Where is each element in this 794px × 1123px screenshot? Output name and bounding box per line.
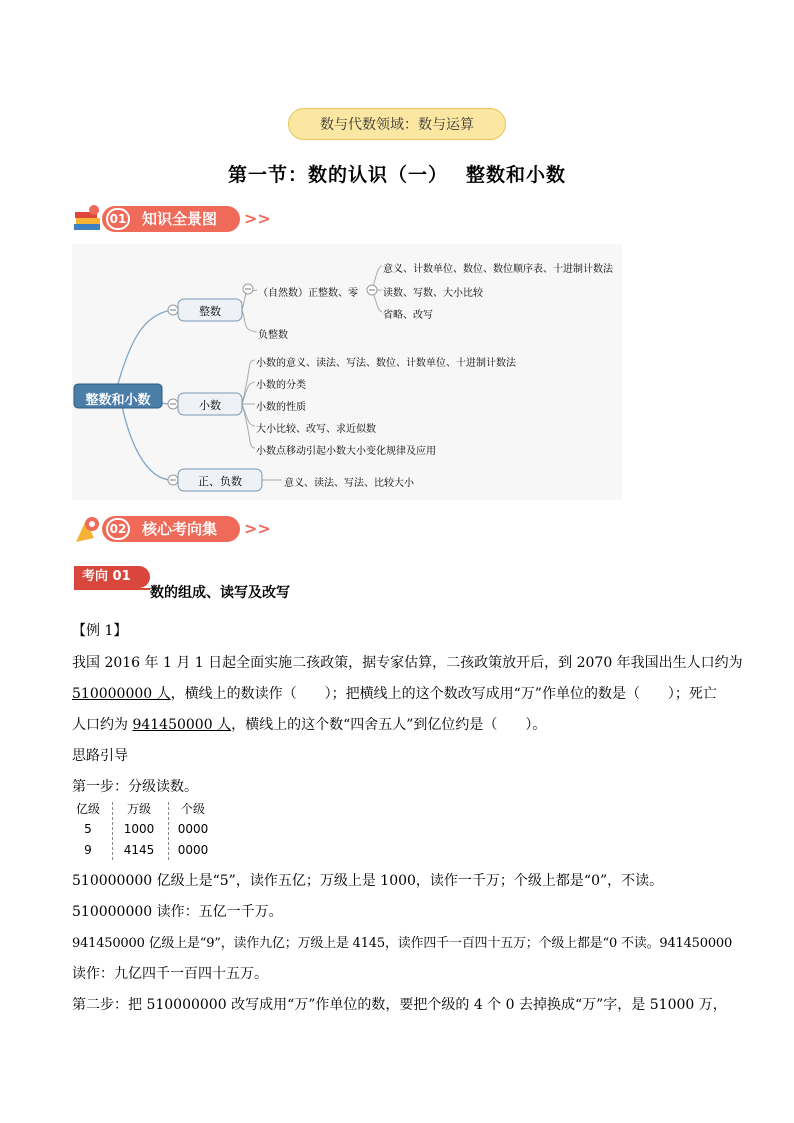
- table-cell: 0000: [177, 843, 209, 857]
- mind-map-root: 整数和小数: [85, 393, 151, 408]
- explanation-line: 510000000 亿级上是“5”，读作五亿；万级上是 1000，读作一千万；个级上都是“0”，不读。: [72, 873, 664, 889]
- double-arrow-icon: >>: [244, 209, 271, 228]
- section-label: 知识全景图: [102, 206, 240, 232]
- topic-tag: 考向 01: [74, 566, 150, 588]
- example-label: 【例 1】: [72, 623, 128, 639]
- mind-map: [72, 244, 622, 500]
- number-level-table: [72, 800, 232, 860]
- explanation-line: 941450000 亿级上是“9”，读作九亿；万级上是 4145，读作四千一百四十五万；个级上都是“0 不读。941450000: [72, 936, 733, 951]
- step-two: 第二步：把 510000000 改写成用“万”作单位的数，要把个级的 4 个 0 去掉换成“万”字，是 51000 万，: [72, 997, 727, 1013]
- example-line: 人口约为 941450000 人，横线上的这个数“四舍五人”到亿位约是（ ）。: [72, 717, 547, 733]
- section-header-core-topics: [72, 512, 302, 546]
- node-natural-child: 读数、写数、大小比较: [383, 288, 483, 299]
- table-cell: 4145: [123, 843, 155, 857]
- table-header: 个级: [180, 802, 205, 816]
- table-cell: 5: [84, 822, 92, 836]
- divider: [112, 802, 113, 860]
- node-decimal-child: 小数的意义、读法、写法、数位、计数单位、十进制计数法: [256, 358, 516, 369]
- underlined-number: 510000000 人: [72, 686, 171, 702]
- cone-icon: [72, 514, 104, 544]
- step-one: 第一步：分级读数。: [72, 779, 198, 795]
- double-arrow-icon: >>: [244, 519, 271, 538]
- node-natural-numbers: （自然数）正整数、零: [258, 288, 358, 299]
- table-cell: 1000: [123, 822, 155, 836]
- guide-heading: 思路引导: [72, 748, 128, 764]
- branch-integer: 整数: [199, 305, 221, 318]
- node-decimal-child: 大小比较、改写、求近似数: [256, 424, 376, 435]
- topic-title: 数的组成、读写及改写: [150, 585, 290, 601]
- books-icon: [72, 204, 104, 234]
- node-decimal-child: 小数的分类: [256, 380, 306, 391]
- page-title: 第一节：数的认识（一） 整数和小数: [227, 164, 567, 186]
- table-header: 亿级: [75, 802, 100, 816]
- divider: [168, 802, 169, 860]
- explanation-line: 读作：九亿四千一百四十五万。: [72, 966, 268, 982]
- node-negative-integers: 负整数: [258, 330, 288, 341]
- table-header: 万级: [126, 802, 151, 816]
- node-natural-child: 意义、计数单位、数位、数位顺序表、十进制计数法: [383, 264, 613, 275]
- node-decimal-child: 小数的性质: [256, 402, 306, 413]
- node-posneg-child: 意义、读法、写法、比较大小: [284, 478, 414, 489]
- section-label: 核心考向集: [102, 516, 240, 542]
- node-natural-child: 省略、改写: [383, 310, 433, 321]
- section-number: 01: [106, 208, 130, 230]
- node-decimal-child: 小数点移动引起小数大小变化规律及应用: [256, 446, 436, 457]
- table-cell: 9: [84, 843, 92, 857]
- branch-decimal: 小数: [199, 399, 221, 412]
- explanation-line: 510000000 读作：五亿一千万。: [72, 904, 283, 920]
- table-cell: 0000: [177, 822, 209, 836]
- topic-tag-underline: [74, 588, 150, 590]
- example-line: 510000000 人，横线上的数读作（ ）；把横线上的这个数改写成用“万”作单位的数是（ ）；死亡: [72, 686, 717, 702]
- underlined-number: 941450000 人: [132, 717, 232, 733]
- section-number: 02: [106, 518, 130, 540]
- domain-label: 数与代数领域：数与运算: [288, 108, 506, 140]
- branch-posneg: 正、负数: [198, 475, 242, 488]
- section-header-knowledge-map: [72, 202, 302, 236]
- example-line: 我国 2016 年 1 月 1 日起全面实施二孩政策，据专家估算，二孩政策放开后，到 2070 年我国出生人口约为: [72, 655, 743, 671]
